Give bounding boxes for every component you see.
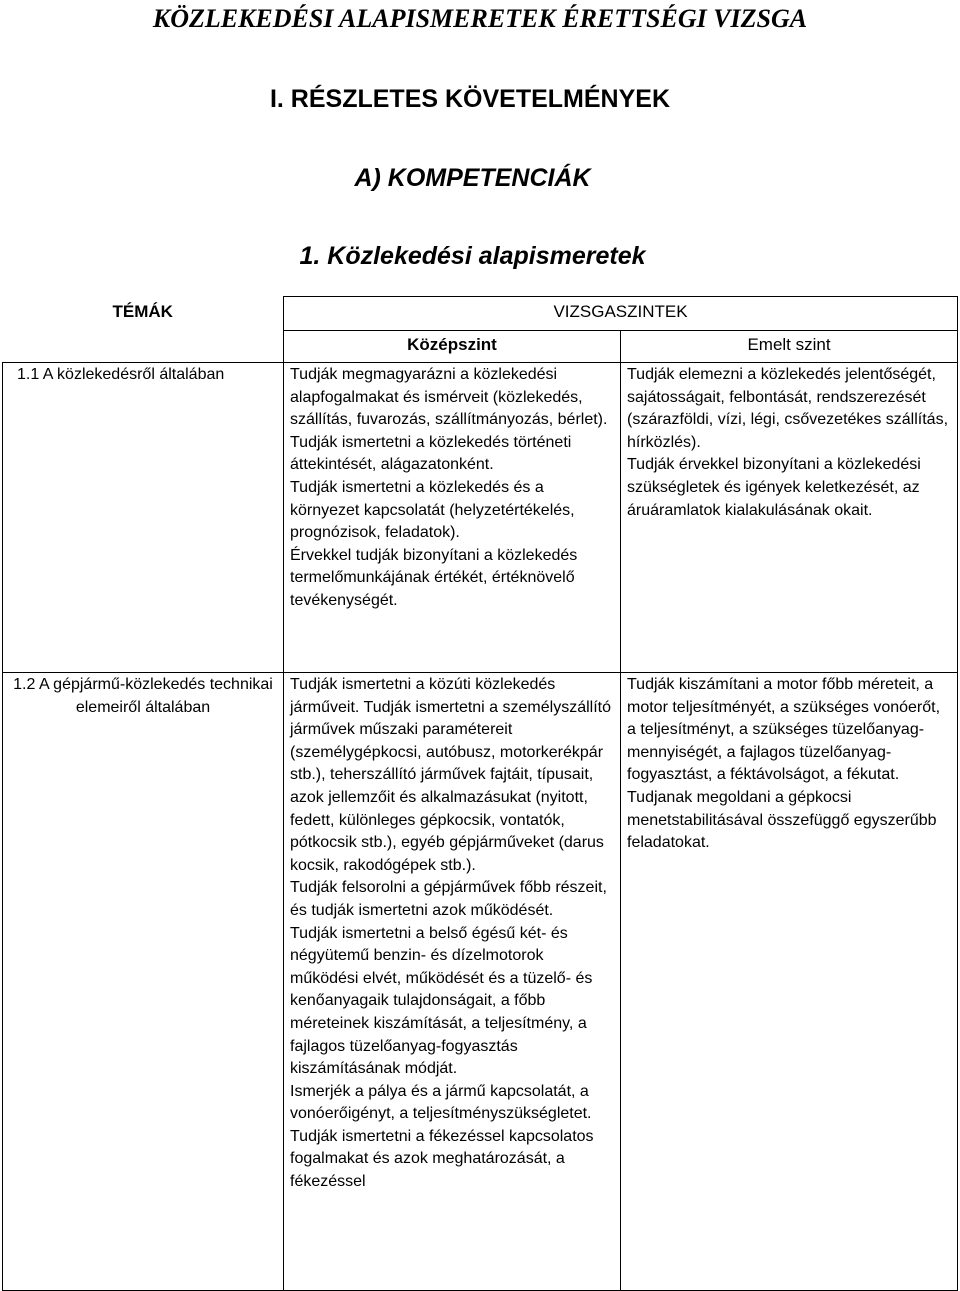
header-exam-levels: VIZSGASZINTEK bbox=[284, 297, 958, 331]
requirement-text: Tudják ismertetni a fékezéssel kapcsolatos fogalmakat és azok meghatározását, a fékezéssel bbox=[290, 1127, 594, 1191]
requirement-text: Tudják érvekkel bizonyítani a közlekedési szükségletek és igények keletkezését, az áruáramlatok kialakulásának okait. bbox=[627, 456, 921, 519]
document-title: KÖZLEKEDÉSI ALAPISMERETEK ÉRETTSÉGI VIZSGA bbox=[152, 4, 808, 33]
topic-cell: 1.2 A gépjármű-közlekedés technikai elemeiről általában bbox=[3, 673, 284, 1291]
requirement-text: Tudják kiszámítani a motor főbb méreteit, a motor teljesítményét, a szükséges vonóerőt, a teljesítményt, a szükséges tüzelőanyag-mennyiségét, a fajlagos tüzelőanyag-fogyasztást, a féktávolságot, a fékutat. Tudjanak megoldani a gépkocsi menetstabilitásával összefüggő egyszerűbb feladatokat. bbox=[627, 676, 941, 852]
table-row bbox=[3, 363, 958, 673]
mid-level-cell bbox=[284, 363, 621, 673]
subsection-heading: A) KOMPETENCIÁK bbox=[354, 164, 591, 192]
mid-level-cell bbox=[284, 673, 621, 1291]
advanced-level-cell bbox=[621, 363, 958, 673]
table-row bbox=[3, 673, 958, 1291]
header-mid-level: Középszint bbox=[284, 331, 621, 363]
requirement-text: Tudják ismertetni a közlekedés történeti áttekintését, alágazatonként. bbox=[290, 433, 572, 474]
section-heading: I. RÉSZLETES KÖVETELMÉNYEK bbox=[269, 85, 671, 113]
chapter-heading: 1. Közlekedési alapismeretek bbox=[299, 242, 646, 270]
requirement-text: Tudják ismertetni a közúti közlekedés járműveit. Tudják ismertetni a személyszállító járművek műszaki paramétereit (személygépkocsi, autóbusz, motorkerékpár stb.), teherszállító járművek fajtáit, típusait, azok jellemzőit és alkalmazásukat (nyitott, fedett, különleges gépkocsik, vontatók, pótkocsik stb.), egyéb gépjárműveket (darus kocsik, rakodógépek stb.). bbox=[290, 676, 611, 874]
advanced-level-cell bbox=[621, 673, 958, 1291]
header-topics: TÉMÁK bbox=[112, 301, 173, 321]
topic-cell: 1.1 A közlekedésről általában bbox=[3, 363, 284, 673]
table-header-row bbox=[3, 297, 958, 331]
requirements-table bbox=[2, 296, 958, 1291]
requirement-text: Ismerjék a pálya és a jármű kapcsolatát, a vonóerőigényt, a teljesítményszükségletet. bbox=[290, 1082, 592, 1123]
requirement-text: Tudják ismertetni a közlekedés és a környezet kapcsolatát (helyzetértékelés, prognózisok, feladatok). bbox=[290, 478, 575, 542]
requirement-text: Tudják megmagyarázni a közlekedési alapfogalmakat és ismérveit (közlekedés, szállítás, fuvarozás, szállítmányozás, bérlet). bbox=[290, 366, 608, 429]
requirement-text: Tudják felsorolni a gépjárművek főbb részeit, és tudják ismertetni azok működését. bbox=[290, 879, 607, 919]
requirement-text: Érvekkel tudják bizonyítani a közlekedés termelőmunkájának értékét, értéknövelő tevékenységét. bbox=[290, 546, 578, 609]
requirement-text: Tudják ismertetni a belső égésű két- és négyütemű benzin- és dízelmotorok működési elvét, működését és a tüzelő- és kenőanyagaik tulajdonságait, a főbb méreteinek kiszámítását, a teljesítmény, a fajlagos tüzelőanyag-fogyasztás kiszámításának módját. bbox=[290, 924, 593, 1078]
requirement-text: Tudják elemezni a közlekedés jelentőségét, sajátosságait, felbontását, rendszerezését (szárazföldi, vízi, légi, csővezetékes szállítás, hírközlés). bbox=[627, 366, 949, 451]
header-advanced-level: Emelt szint bbox=[621, 331, 958, 363]
